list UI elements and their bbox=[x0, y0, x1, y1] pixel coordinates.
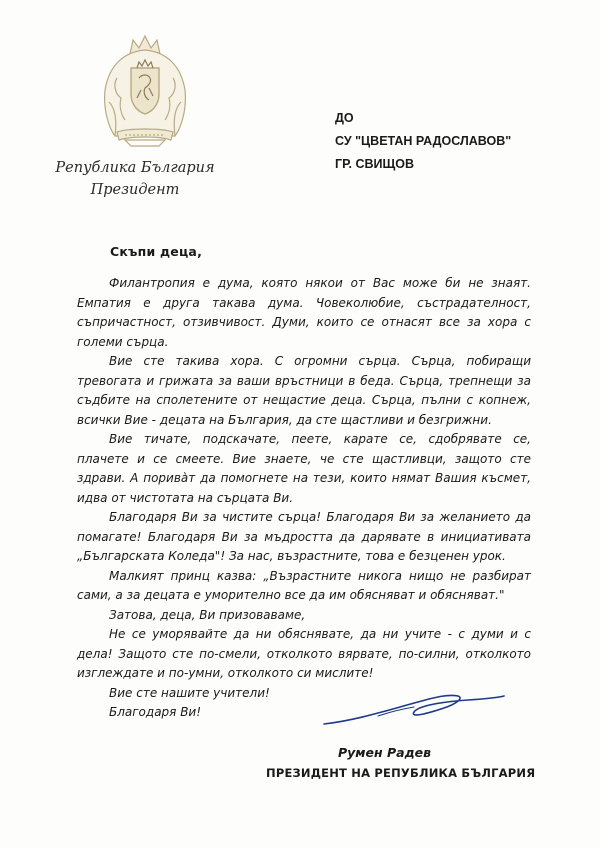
body-paragraph: Благодаря Ви за чистите сърца! Благодаря Ви за желанието да помагате! Благодаря Ви за мъдростта да дарявате в инициативата „Българската Коледа"! За нас, възрастните, това е безценен урок. bbox=[77, 510, 531, 563]
body-paragraph: Затова, деца, Ви призоваваме, bbox=[109, 607, 306, 622]
handwritten-signature bbox=[318, 690, 508, 730]
letter-body bbox=[77, 274, 531, 723]
body-paragraph: Вие сте такива хора. С огромни сърца. Сърца, побиращи тревогата и грижата за ваши връстници в беда. Сърца, трепнещи за съдбите на сполетените от нещастие деца. Сърца, пълни с копнеж, всички Вие - децата на България, да сте щастливи и безгрижни. bbox=[77, 354, 531, 427]
address-line-to: ДО bbox=[335, 111, 354, 125]
signatory-title: ПРЕЗИДЕНТ НА РЕПУБЛИКА БЪЛГАРИЯ bbox=[266, 766, 536, 780]
greeting: Скъпи деца, bbox=[110, 244, 203, 259]
body-paragraph: Вие сте нашите учители! bbox=[109, 685, 270, 700]
body-paragraph: Малкият принц казва: „Възрастните никога нищо не разбират сами, а за децата е уморително все да им обясняват и обясняват." bbox=[77, 568, 531, 602]
letterhead-president: Президент bbox=[90, 182, 180, 198]
letterhead bbox=[40, 157, 230, 201]
coat-of-arms-emblem bbox=[95, 32, 195, 150]
signatory-name: Румен Радев bbox=[338, 745, 432, 760]
body-paragraph: Филантропия е дума, която някои от Вас може би не знаят. Емпатия е друга такава дума. Човеколюбие, състрадателност, съпричастност, отзивчивост. Думи, които се отнасят все за хора с големи сърца. bbox=[77, 276, 531, 349]
body-paragraph: Вие тичате, подскачате, пеете, карате се, сдобрявате се, плачете и се смеете. Вие знаете, че сте щастливци, защото сте здрави. А порива̀т да помогнете на тези, които нямат Вашия късмет, идва от чистотата на сърцата Ви. bbox=[77, 432, 531, 505]
recipient-address bbox=[335, 107, 511, 176]
address-line-city: ГР. СВИЩОВ bbox=[335, 157, 415, 171]
address-line-school: СУ "ЦВЕТАН РАДОСЛАВОВ" bbox=[335, 134, 512, 148]
letterhead-republic: Република България bbox=[55, 160, 215, 176]
body-paragraph: Благодаря Ви! bbox=[109, 705, 202, 719]
body-paragraph: Не се уморявайте да ни обяснявате, да ни учите - с думи и с дела! Защото сте по-смели, отколкото вярвате, по-силни, отколкото изглеждате и по-умни, отколкото си мислите! bbox=[77, 627, 531, 680]
